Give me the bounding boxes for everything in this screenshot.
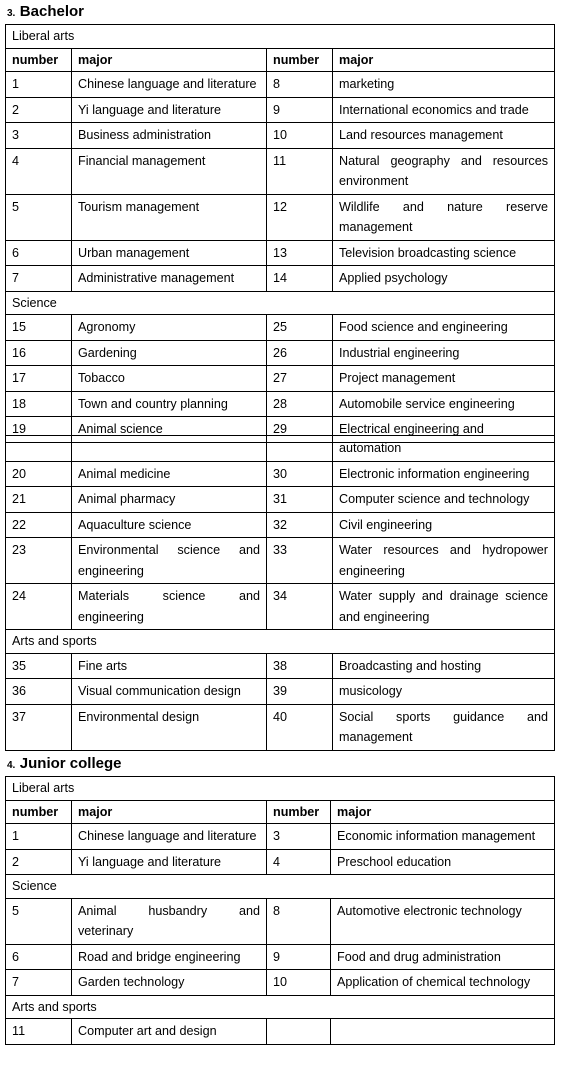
junior-heading-number: 4. [7, 760, 16, 771]
empty-cell [267, 436, 333, 462]
major-name: Electronic information engineering [333, 461, 555, 487]
major-number: 34 [267, 584, 333, 630]
major-name: Yi language and literature [72, 97, 267, 123]
major-name: Road and bridge engineering [72, 944, 267, 970]
major-number: 30 [267, 461, 333, 487]
major-name: Administrative management [72, 266, 267, 292]
table-row [6, 704, 555, 750]
major-number: 10 [267, 970, 331, 996]
major-number: 16 [6, 340, 72, 366]
major-number: 27 [267, 366, 333, 392]
major-name: Application of chemical technology [331, 970, 555, 996]
bachelor-table-part1 [5, 24, 555, 443]
column-header-number: number [267, 800, 331, 824]
section-title-arts-sports: Arts and sports [6, 630, 555, 654]
empty-cell [72, 436, 267, 462]
major-number: 14 [267, 266, 333, 292]
column-header-row [6, 800, 555, 824]
major-name: Television broadcasting science [333, 240, 555, 266]
major-name: Water supply and drainage science and engineering [333, 584, 555, 630]
table-row-continuation [6, 436, 555, 462]
major-name: Broadcasting and hosting [333, 653, 555, 679]
table-row [6, 944, 555, 970]
major-number: 7 [6, 266, 72, 292]
major-number: 8 [267, 898, 331, 944]
major-name: Natural geography and resources environment [333, 148, 555, 194]
major-number: 22 [6, 512, 72, 538]
major-name: Social sports guidance and management [333, 704, 555, 750]
major-name: Chinese language and literature [72, 72, 267, 98]
table-row [6, 487, 555, 513]
major-name: Wildlife and nature reserve management [333, 194, 555, 240]
major-name: Urban management [72, 240, 267, 266]
major-number: 2 [6, 849, 72, 875]
major-name: Tourism management [72, 194, 267, 240]
major-number: 17 [6, 366, 72, 392]
table-row [6, 461, 555, 487]
major-number: 12 [267, 194, 333, 240]
major-number: 40 [267, 704, 333, 750]
major-number: 23 [6, 538, 72, 584]
major-name: Automobile service engineering [333, 391, 555, 417]
major-number: 37 [6, 704, 72, 750]
major-number: 3 [267, 824, 331, 850]
major-number: 6 [6, 944, 72, 970]
section-title-science: Science [6, 291, 555, 315]
table-row [6, 97, 555, 123]
column-header-major: major [333, 48, 555, 72]
bachelor-heading-text: Bachelor [19, 3, 84, 20]
major-name: Visual communication design [72, 679, 267, 705]
major-number: 3 [6, 123, 72, 149]
major-number: 2 [6, 97, 72, 123]
major-name: Economic information management [331, 824, 555, 850]
major-number: 5 [6, 194, 72, 240]
major-name: Materials science and engineering [72, 584, 267, 630]
major-number: 8 [267, 72, 333, 98]
major-name: International economics and trade [333, 97, 555, 123]
table-row [6, 898, 555, 944]
major-number: 33 [267, 538, 333, 584]
table-row [6, 824, 555, 850]
major-name: Industrial engineering [333, 340, 555, 366]
junior-heading [7, 754, 122, 774]
major-name: Animal pharmacy [72, 487, 267, 513]
major-name: Yi language and literature [72, 849, 267, 875]
major-number: 1 [6, 72, 72, 98]
table-row [6, 366, 555, 392]
major-number: 31 [267, 487, 333, 513]
junior-table [5, 776, 555, 1045]
major-name: Animal medicine [72, 461, 267, 487]
major-name: Financial management [72, 148, 267, 194]
section-title-liberal-arts: Liberal arts [6, 25, 555, 49]
major-name: Tobacco [72, 366, 267, 392]
major-number: 9 [267, 944, 331, 970]
table-row [6, 653, 555, 679]
major-number [267, 1019, 331, 1045]
major-name: Land resources management [333, 123, 555, 149]
major-number: 19 [6, 417, 72, 443]
bachelor-table-part2 [5, 435, 555, 751]
major-name: Applied psychology [333, 266, 555, 292]
major-number: 1 [6, 824, 72, 850]
major-number: 15 [6, 315, 72, 341]
table-row [6, 391, 555, 417]
column-header-major: major [72, 800, 267, 824]
major-number: 32 [267, 512, 333, 538]
major-number: 21 [6, 487, 72, 513]
major-number: 20 [6, 461, 72, 487]
major-name: Animal husbandry and veterinary [72, 898, 267, 944]
table-row [6, 72, 555, 98]
major-name: Preschool education [331, 849, 555, 875]
major-name: Automotive electronic technology [331, 898, 555, 944]
bachelor-heading [7, 2, 84, 22]
column-header-number: number [6, 48, 72, 72]
major-name: musicology [333, 679, 555, 705]
major-name: Project management [333, 366, 555, 392]
major-name: Animal science [72, 417, 267, 443]
major-name: Business administration [72, 123, 267, 149]
major-name: marketing [333, 72, 555, 98]
major-name: Water resources and hydropower engineering [333, 538, 555, 584]
major-name: Civil engineering [333, 512, 555, 538]
column-header-number: number [6, 800, 72, 824]
major-name: Garden technology [72, 970, 267, 996]
major-number: 10 [267, 123, 333, 149]
major-number: 28 [267, 391, 333, 417]
table-row [6, 1019, 555, 1045]
major-name: Computer science and technology [333, 487, 555, 513]
major-name: Fine arts [72, 653, 267, 679]
major-number: 13 [267, 240, 333, 266]
major-name [331, 1019, 555, 1045]
major-number: 11 [267, 148, 333, 194]
table-row [6, 194, 555, 240]
section-title-science: Science [6, 875, 555, 899]
major-number: 38 [267, 653, 333, 679]
table-row [6, 970, 555, 996]
major-number: 29 [267, 417, 333, 443]
major-number: 6 [6, 240, 72, 266]
major-name: Aquaculture science [72, 512, 267, 538]
major-name: Environmental design [72, 704, 267, 750]
table-row [6, 584, 555, 630]
major-number: 4 [6, 148, 72, 194]
table-row [6, 679, 555, 705]
major-number: 18 [6, 391, 72, 417]
major-number: 24 [6, 584, 72, 630]
table-row [6, 340, 555, 366]
major-number: 7 [6, 970, 72, 996]
major-number: 4 [267, 849, 331, 875]
major-number: 9 [267, 97, 333, 123]
section-title-liberal-arts: Liberal arts [6, 777, 555, 801]
junior-heading-text: Junior college [19, 755, 122, 772]
major-name: Chinese language and literature [72, 824, 267, 850]
table-row [6, 849, 555, 875]
table-row [6, 240, 555, 266]
table-row [6, 315, 555, 341]
column-header-number: number [267, 48, 333, 72]
major-name-continuation: automation [333, 436, 555, 462]
empty-cell [6, 436, 72, 462]
major-number: 35 [6, 653, 72, 679]
major-number: 11 [6, 1019, 72, 1045]
major-name: Agronomy [72, 315, 267, 341]
major-number: 36 [6, 679, 72, 705]
major-number: 5 [6, 898, 72, 944]
major-name: Food and drug administration [331, 944, 555, 970]
column-header-major: major [72, 48, 267, 72]
major-number: 39 [267, 679, 333, 705]
table-row [6, 148, 555, 194]
table-row [6, 512, 555, 538]
column-header-row [6, 48, 555, 72]
major-number: 26 [267, 340, 333, 366]
major-name: Environmental science and engineering [72, 538, 267, 584]
major-number: 25 [267, 315, 333, 341]
major-name: Gardening [72, 340, 267, 366]
table-row [6, 123, 555, 149]
table-row [6, 538, 555, 584]
major-name: Town and country planning [72, 391, 267, 417]
bachelor-heading-number: 3. [7, 8, 16, 19]
section-title-arts-sports: Arts and sports [6, 995, 555, 1019]
column-header-major: major [331, 800, 555, 824]
major-name: Computer art and design [72, 1019, 267, 1045]
major-name: Electrical engineering and [333, 417, 555, 443]
table-row [6, 266, 555, 292]
major-name: Food science and engineering [333, 315, 555, 341]
